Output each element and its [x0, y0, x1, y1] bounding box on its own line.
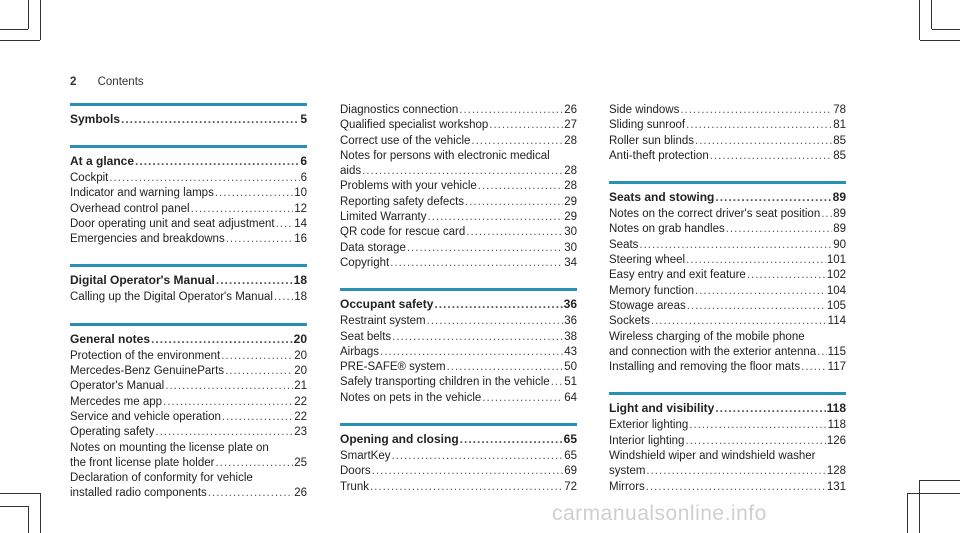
toc-entry-text: Notes on grab handles	[609, 223, 725, 236]
toc-entry-text: Safely transporting children in the vehicle	[340, 376, 550, 389]
dot-leader	[685, 434, 825, 449]
page-ref: 14	[294, 217, 307, 230]
page-ref: 114	[827, 315, 846, 328]
dot-leader	[459, 103, 563, 118]
page-ref: 101	[826, 254, 846, 267]
dot-leader	[274, 290, 293, 305]
toc-entry-text: Notes on pets in the vehicle	[340, 391, 482, 404]
toc-entry[interactable]	[609, 360, 846, 375]
section-heading[interactable]	[70, 153, 307, 170]
page-ref: 28	[564, 180, 577, 193]
page-ref: 50	[564, 361, 577, 374]
toc-entry-text: Protection of the environment	[70, 349, 221, 362]
toc-entry[interactable]	[340, 464, 577, 479]
dot-leader	[695, 134, 832, 149]
dot-leader	[225, 364, 293, 379]
dot-leader	[215, 186, 293, 201]
toc-entry-text: Qualified specialist workshop	[340, 119, 489, 132]
toc-entry	[609, 330, 846, 345]
toc-entry-text: installed radio components	[70, 487, 207, 500]
section-rule	[70, 145, 307, 148]
toc-entry[interactable]	[609, 284, 846, 299]
toc-entry-text: Diagnostics connection	[340, 104, 459, 116]
dot-leader	[392, 330, 563, 345]
toc-entry	[70, 471, 307, 486]
toc-entry-text: Stowage areas	[609, 299, 686, 312]
dot-leader	[471, 134, 563, 149]
section-heading[interactable]	[70, 331, 307, 348]
page-ref: 26	[294, 487, 307, 500]
crop-mark	[920, 40, 960, 41]
crop-mark	[919, 0, 920, 40]
toc-entry[interactable]	[70, 395, 307, 410]
page-ref: 105	[826, 299, 846, 312]
crop-mark	[28, 0, 29, 29]
toc-entry[interactable]	[609, 464, 846, 479]
page-ref: 65	[563, 432, 577, 447]
dot-leader	[222, 410, 293, 425]
dot-leader	[226, 232, 294, 247]
section-heading-text: Seats and stowing	[609, 190, 715, 205]
section-heading-text: Symbols	[70, 112, 121, 126]
page-ref: 89	[833, 223, 846, 236]
page-ref: 65	[564, 450, 577, 463]
crop-mark	[907, 493, 960, 494]
toc-entry[interactable]	[609, 253, 846, 268]
dot-leader	[221, 349, 293, 364]
dot-leader	[726, 222, 832, 237]
toc-entry-text: Sockets	[609, 315, 650, 328]
toc-entry[interactable]	[70, 364, 307, 379]
section-heading[interactable]	[340, 296, 577, 313]
toc-entry[interactable]	[340, 449, 577, 464]
toc-entry-text: Easy entry and exit feature	[609, 269, 746, 282]
toc-entry[interactable]	[609, 222, 846, 237]
dot-leader	[362, 164, 563, 179]
toc-entry[interactable]	[70, 379, 307, 394]
toc-section	[609, 181, 846, 375]
dot-leader	[135, 153, 299, 170]
dot-leader	[639, 238, 832, 253]
toc-entry-text: Reporting safety defects	[340, 195, 465, 208]
toc-entry[interactable]	[609, 434, 846, 449]
page-ref: 89	[832, 190, 846, 205]
page-ref: 117	[827, 361, 846, 374]
dot-leader	[427, 314, 564, 329]
toc-entry[interactable]	[340, 103, 577, 118]
dot-leader	[380, 345, 563, 360]
page-ref: 81	[833, 119, 846, 132]
toc-section	[70, 103, 307, 128]
page-ref: 104	[826, 284, 846, 297]
toc-entry[interactable]	[340, 360, 577, 375]
toc-entry-text: Data storage	[340, 241, 406, 254]
toc-entry[interactable]	[340, 164, 577, 179]
toc-entry-text: Seats	[609, 238, 639, 251]
crop-mark	[40, 0, 41, 40]
toc-entry-text: Doors	[340, 465, 371, 478]
toc-entry-text: PRE-SAFE® system	[340, 361, 446, 374]
toc-entry[interactable]	[609, 118, 846, 133]
dot-leader	[163, 395, 293, 410]
toc-entry-text: Service and vehicle operation	[70, 410, 221, 423]
toc-entry[interactable]	[609, 238, 846, 253]
toc-entry-text: QR code for rescue card	[340, 226, 466, 239]
page-ref: 20	[294, 349, 307, 362]
toc-section	[609, 392, 846, 494]
toc-entry-text: Notes on mounting the license plate on	[70, 441, 269, 454]
toc-entry[interactable]	[70, 217, 307, 232]
page-ref: 28	[564, 165, 577, 178]
page-ref: 28	[564, 134, 577, 147]
dot-leader	[651, 314, 827, 329]
toc-entry[interactable]	[340, 210, 577, 225]
page-ref: 29	[564, 195, 577, 208]
toc-entry-text: Mercedes-Benz GenuineParts	[70, 365, 225, 378]
dot-leader	[460, 431, 563, 448]
toc-section	[340, 103, 577, 271]
section-rule	[70, 323, 307, 326]
toc-entry-text: Emergencies and breakdowns	[70, 233, 225, 246]
toc-entry-text: Side windows	[609, 104, 680, 116]
toc-entry[interactable]	[340, 345, 577, 360]
section-heading[interactable]	[70, 111, 307, 128]
page-ref: 38	[564, 330, 577, 343]
crop-mark	[931, 0, 932, 29]
toc-entry[interactable]	[340, 118, 577, 133]
page-ref: 34	[564, 256, 577, 269]
page-ref: 126	[826, 434, 846, 447]
toc-entry[interactable]	[340, 134, 577, 149]
toc-entry-text: Limited Warranty	[340, 211, 427, 224]
watermark: carmanualsonline.info	[552, 502, 767, 525]
dot-leader	[407, 241, 563, 256]
dot-leader	[465, 195, 563, 210]
dot-leader	[370, 480, 563, 495]
page-ref: 36	[563, 297, 577, 312]
page-ref: 78	[833, 104, 846, 116]
toc-entry	[70, 441, 307, 456]
toc-entry[interactable]	[340, 241, 577, 256]
toc-entry-text: Mirrors	[609, 480, 645, 493]
toc-entry-text: Restraint system	[340, 315, 426, 328]
toc-entry[interactable]	[340, 480, 577, 495]
toc-entry[interactable]	[609, 268, 846, 283]
dot-leader	[551, 375, 564, 390]
section-rule	[340, 288, 577, 291]
dot-leader	[208, 486, 293, 501]
page-ref: 118	[827, 419, 846, 432]
section-rule	[70, 264, 307, 267]
crop-mark	[919, 480, 920, 533]
page-ref: 18	[293, 273, 307, 288]
toc-entry[interactable]	[70, 202, 307, 217]
toc-entry[interactable]	[609, 314, 846, 329]
toc-entry-text: and connection with the exterior antenna	[609, 345, 817, 358]
crop-mark	[0, 493, 40, 494]
toc-entry-text: Notes for persons with electronic medical	[340, 149, 550, 162]
dot-leader	[489, 118, 563, 133]
dot-leader	[151, 331, 293, 348]
crop-mark	[932, 29, 960, 30]
dot-leader	[165, 379, 293, 394]
section-heading[interactable]	[609, 400, 846, 417]
toc-entry-text: the front license plate holder	[70, 456, 215, 469]
toc-entry-text: aids	[340, 165, 362, 178]
toc-entry-text: Calling up the Digital Operator's Manual	[70, 291, 273, 304]
dot-leader	[801, 360, 827, 375]
dot-leader	[687, 299, 826, 314]
toc-entry[interactable]	[340, 391, 577, 406]
dot-leader	[686, 118, 832, 133]
page-ref: 72	[564, 480, 577, 493]
toc-entry-text: Interior lighting	[609, 434, 685, 447]
toc-entry-text: Indicator and warning lamps	[70, 187, 214, 200]
toc-entry[interactable]	[70, 232, 307, 247]
crop-mark	[0, 40, 40, 41]
page-ref: 115	[827, 345, 846, 358]
page-ref: 64	[564, 391, 577, 404]
toc-section	[70, 264, 307, 305]
crop-mark	[0, 29, 28, 30]
page-ref: 89	[833, 208, 846, 221]
section-heading[interactable]	[609, 189, 846, 206]
dot-leader	[821, 207, 832, 222]
toc-section	[609, 103, 846, 164]
dot-leader	[695, 284, 826, 299]
page-ref: 16	[294, 233, 307, 246]
toc-entry[interactable]	[70, 171, 307, 186]
toc-entry-text: Airbags	[340, 345, 379, 358]
toc-entry[interactable]	[609, 103, 846, 118]
toc-entry[interactable]	[70, 456, 307, 471]
dot-leader	[372, 464, 564, 479]
page-ref: 85	[833, 134, 846, 147]
page-ref: 131	[826, 480, 846, 493]
dot-leader	[478, 179, 563, 194]
page-number: 2	[70, 76, 77, 88]
page-ref: 26	[564, 104, 577, 116]
page-ref: 23	[294, 426, 307, 439]
toc-entry-text: Notes on the correct driver's seat position	[609, 208, 821, 221]
toc-entry[interactable]	[340, 375, 577, 390]
page-ref: 20	[294, 365, 307, 378]
section-rule	[70, 103, 307, 106]
toc-entry[interactable]	[609, 134, 846, 149]
page-ref: 25	[294, 456, 307, 469]
dot-leader	[392, 449, 564, 464]
toc-entry[interactable]	[609, 299, 846, 314]
page-ref: 21	[294, 380, 307, 393]
page-ref: 69	[564, 465, 577, 478]
section-heading-text: Light and visibility	[609, 401, 715, 416]
toc-entry[interactable]	[609, 480, 846, 495]
toc-section	[340, 288, 577, 406]
toc-entry-text: Declaration of conformity for vehicle	[70, 472, 253, 485]
dot-leader	[817, 345, 827, 360]
toc-section	[70, 323, 307, 502]
page-ref: 30	[564, 241, 577, 254]
section-heading-text: Occupant safety	[340, 297, 434, 312]
dot-leader	[434, 296, 562, 313]
dot-leader	[121, 111, 299, 128]
dot-leader	[276, 217, 294, 232]
page-ref: 22	[294, 410, 307, 423]
dot-leader	[646, 480, 826, 495]
toc-entry-text: Wireless charging of the mobile phone	[609, 330, 805, 343]
page-title: Contents	[97, 76, 144, 88]
toc-column-middle	[340, 103, 577, 512]
page-ref: 29	[564, 211, 577, 224]
dot-leader	[747, 268, 826, 283]
page-ref: 18	[294, 291, 307, 304]
toc-entry	[609, 449, 846, 464]
page-ref: 85	[833, 149, 846, 162]
page-ref: 128	[826, 465, 846, 478]
dot-leader	[109, 171, 299, 186]
page-ref: 90	[833, 238, 846, 251]
page-ref: 118	[826, 401, 846, 416]
toc-entry-text: system	[609, 465, 646, 478]
toc-entry-text: Overhead control panel	[70, 202, 190, 215]
dot-leader	[715, 400, 825, 417]
toc-entry[interactable]	[340, 330, 577, 345]
section-rule	[609, 181, 846, 184]
toc-section	[70, 145, 307, 247]
page-ref: 102	[826, 269, 846, 282]
dot-leader	[686, 253, 826, 268]
dot-leader	[482, 391, 563, 406]
crop-mark	[0, 506, 28, 507]
dot-leader	[215, 456, 293, 471]
toc-entry[interactable]	[70, 290, 307, 305]
toc-entry[interactable]	[609, 418, 846, 433]
toc-entry[interactable]	[70, 410, 307, 425]
page-ref: 20	[293, 331, 307, 346]
section-heading[interactable]	[70, 272, 307, 289]
section-heading-text: Opening and closing	[340, 432, 459, 447]
toc-entry-text: Cockpit	[70, 172, 109, 184]
toc-entry-text: Mercedes me app	[70, 395, 163, 408]
page-ref: 43	[564, 345, 577, 358]
crop-mark	[907, 493, 908, 533]
dot-leader	[710, 149, 832, 164]
toc-entry[interactable]	[70, 486, 307, 501]
toc-entry[interactable]	[70, 425, 307, 440]
dot-leader	[428, 210, 564, 225]
toc-entry[interactable]	[340, 225, 577, 240]
dot-leader	[390, 256, 563, 271]
section-heading-text: General notes	[70, 331, 151, 346]
toc-entry	[340, 149, 577, 164]
dot-leader	[155, 425, 293, 440]
section-rule	[609, 392, 846, 395]
toc-entry-text: Installing and removing the floor mats	[609, 361, 801, 374]
dot-leader	[689, 418, 826, 433]
page-ref: 22	[294, 395, 307, 408]
page-ref: 6	[300, 154, 307, 168]
toc-entry-text: Copyright	[340, 256, 390, 269]
page-ref: 12	[294, 202, 307, 215]
toc-column-left	[70, 103, 307, 519]
crop-mark	[40, 493, 41, 533]
toc-entry[interactable]	[609, 345, 846, 360]
dot-leader	[680, 103, 832, 118]
toc-entry-text: Sliding sunroof	[609, 119, 686, 132]
dot-leader	[216, 272, 293, 289]
page-ref: 36	[564, 315, 577, 328]
toc-column-right	[609, 103, 846, 512]
toc-entry-text: Seat belts	[340, 330, 392, 343]
toc-entry[interactable]	[340, 179, 577, 194]
toc-entry[interactable]	[340, 195, 577, 210]
toc-section	[340, 423, 577, 495]
page-ref: 10	[294, 187, 307, 200]
crop-mark	[920, 480, 960, 481]
toc-entry-text: Operating safety	[70, 426, 155, 439]
toc-entry-text: Anti-theft protection	[609, 149, 709, 162]
dot-leader	[646, 464, 825, 479]
dot-leader	[191, 202, 294, 217]
dot-leader	[447, 360, 564, 375]
section-rule	[340, 423, 577, 426]
toc-entry-text: Operator's Manual	[70, 380, 165, 393]
toc-entry[interactable]	[609, 149, 846, 164]
section-heading[interactable]	[340, 431, 577, 448]
toc-entry-text: Windshield wiper and windshield washer	[609, 450, 816, 463]
crop-mark	[28, 506, 29, 533]
toc-entry-text: Steering wheel	[609, 254, 686, 267]
toc-entry[interactable]	[70, 349, 307, 364]
dot-leader	[715, 189, 831, 206]
toc-entry-text: Roller sun blinds	[609, 134, 695, 147]
toc-entry-text: Memory function	[609, 284, 695, 297]
page-ref: 30	[564, 226, 577, 239]
toc-entry-text: SmartKey	[340, 450, 391, 463]
toc-entry-text: Trunk	[340, 480, 369, 493]
page-ref: 27	[564, 119, 577, 132]
section-heading-text: Digital Operator's Manual	[70, 273, 215, 288]
dot-leader	[466, 225, 563, 240]
page-ref: 51	[564, 376, 577, 389]
toc-entry[interactable]	[340, 314, 577, 329]
toc-entry-text: Door operating unit and seat adjustment	[70, 217, 275, 230]
toc-entry-text: Correct use of the vehicle	[340, 134, 471, 147]
toc-entry-text: Problems with your vehicle	[340, 180, 477, 193]
toc-entry[interactable]	[609, 207, 846, 222]
section-heading-text: At a glance	[70, 154, 135, 168]
toc-entry-text: Exterior lighting	[609, 419, 689, 432]
toc-entry[interactable]	[340, 256, 577, 271]
page-header	[70, 76, 144, 88]
toc-entry[interactable]	[70, 186, 307, 201]
page-ref: 5	[300, 112, 307, 126]
page-ref: 6	[300, 172, 307, 184]
